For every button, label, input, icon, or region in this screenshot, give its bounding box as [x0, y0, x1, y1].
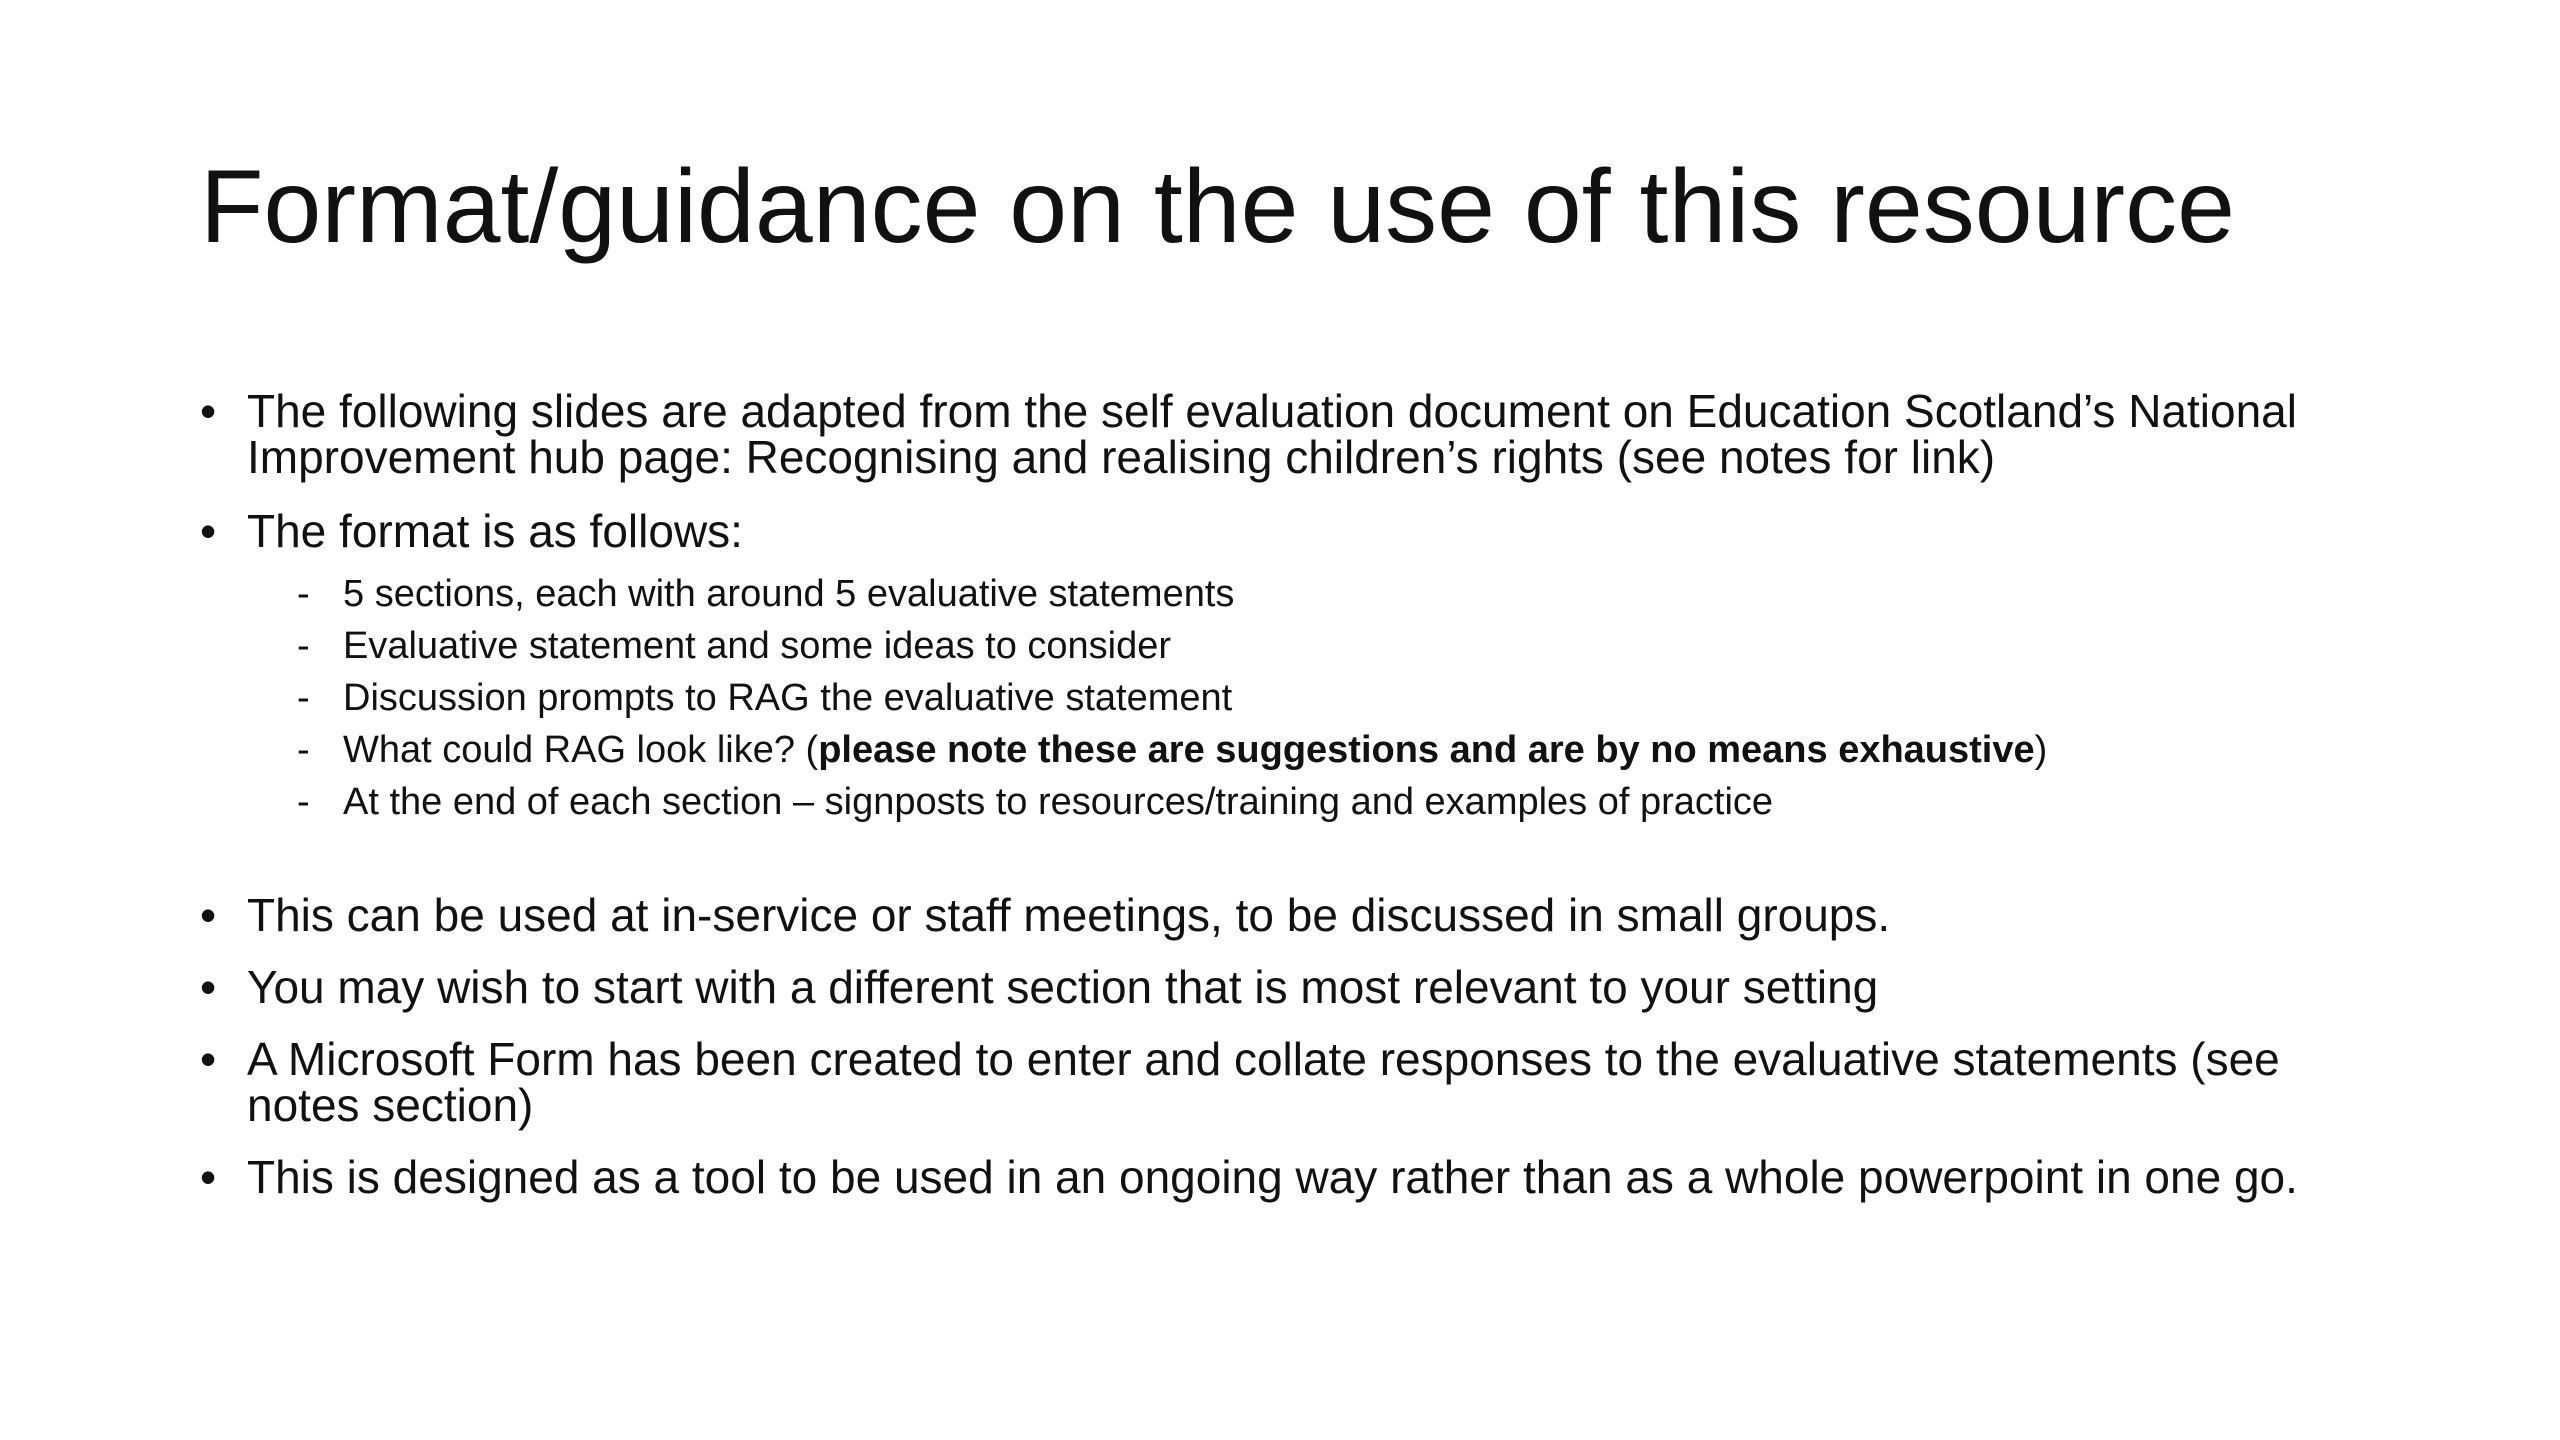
dash-icon: - [297, 729, 310, 771]
format-item [297, 626, 2380, 678]
dash-icon: - [297, 677, 310, 719]
bullet-item [200, 1151, 2380, 1203]
format-item-text: Discussion prompts to RAG the evaluative statement [343, 677, 1233, 719]
slide-body [200, 385, 2380, 1203]
bullet-item [200, 889, 2380, 941]
bullet-text: The following slides are adapted from the self evaluation document on Education Scotland’s National Improvement hub page: Recognising and realising children’s rights (see notes for link) [247, 385, 2297, 483]
bullet-text: You may wish to start with a different section that is most relevant to your setting [247, 961, 1879, 1013]
bullet-icon: • [200, 1151, 217, 1203]
format-item-text-after: ) [2034, 729, 2048, 771]
dash-icon: - [297, 781, 310, 823]
bullet-icon: • [200, 505, 217, 557]
bullet-item [200, 1033, 2380, 1131]
format-item [297, 574, 2380, 626]
bullet-icon: • [200, 385, 217, 437]
format-item-text: At the end of each section – signposts to resources/training and examples of practice [343, 781, 1774, 823]
bullet-text: The format is as follows: [247, 505, 743, 557]
bullet-text: A Microsoft Form has been created to enter and collate responses to the evaluative statements (see notes section) [247, 1033, 2280, 1131]
bullet-item [200, 505, 2380, 557]
bullet-text: This is designed as a tool to be used in an ongoing way rather than as a whole powerpoint in one go. [247, 1151, 2298, 1203]
bullet-icon: • [200, 961, 217, 1013]
format-item-emphasis: please note these are suggestions and are by no means exhaustive [818, 729, 2035, 771]
format-sublist [297, 574, 2380, 834]
bullet-item [200, 961, 2380, 1013]
format-item-text: Evaluative statement and some ideas to consider [343, 625, 1172, 667]
format-item [297, 730, 2380, 782]
bullet-icon: • [200, 1033, 217, 1085]
format-item [297, 782, 2380, 834]
format-item [297, 678, 2380, 730]
dash-icon: - [297, 573, 310, 615]
bullet-item [200, 385, 2380, 483]
bullet-text: This can be used at in-service or staff meetings, to be discussed in small groups. [247, 889, 1891, 941]
dash-icon: - [297, 625, 310, 667]
format-item-text-before: What could RAG look like? ( [343, 729, 819, 771]
format-item-text: 5 sections, each with around 5 evaluative statements [343, 573, 1235, 615]
slide-title: Format/guidance on the use of this resource [200, 149, 2235, 265]
bullet-icon: • [200, 889, 217, 941]
